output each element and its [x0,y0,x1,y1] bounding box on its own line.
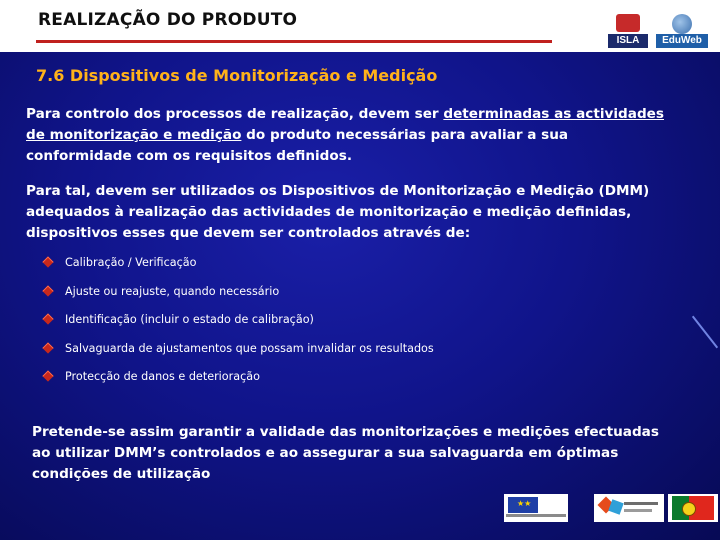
list-item-label: Ajuste ou reajuste, quando necessário [65,284,280,298]
eduweb-logo [656,14,708,48]
intro-text-post: do produto necessárias para avaliar a sua conformidade com os requisitos definidos. [26,127,569,164]
bullet-icon [42,285,53,296]
caption-line [624,502,658,505]
coat-of-arms-icon [682,502,696,516]
stars-icon: ★★ [517,499,532,508]
bullet-icon [42,342,53,353]
bullet-icon [42,313,53,324]
list-item [44,342,544,371]
bullet-icon [42,370,53,381]
list-item-label: Salvaguarda de ajustamentos que possam invalidar os resultados [65,341,434,355]
page-title: REALIZAÇÃO DO PRODUTO [38,10,298,30]
list-item-label: Identificação (incluir o estado de calibração) [65,313,314,326]
intro-text-underlined: determinadas as actividades de monitorização e medição [26,106,664,143]
isla-logo-text: ISLA [608,34,648,48]
list-item-label: Calibração / Verificação [65,256,197,269]
cube-shape-blue [608,499,623,514]
bullet-icon [42,256,53,267]
intro-text-pre: Para controlo dos processos de realização, devem ser [26,106,444,122]
header-divider [36,40,552,43]
list-item [44,313,544,342]
header-bar [0,0,720,52]
eu-flag-logo [504,494,568,522]
portugal-flag-logo [668,494,718,522]
list-item [44,256,544,285]
list-item-label: Protecção de danos e deterioração [65,370,260,383]
isla-logo [608,14,648,48]
dmm-paragraph: Para tal, devem ser utilizados os Dispositivos de Monitorização e Medição (DMM) adequados à realização das actividades de monitorização e medição definidas, dispositivos esses que devem ser controlados através de: [26,183,650,241]
eu-caption-line [506,514,566,517]
bullet-list [44,256,544,399]
list-item [44,370,544,399]
caption-line [624,509,652,512]
list-item [44,285,544,314]
section-title: 7.6 Dispositivos de Monitorização e Medição [36,66,438,85]
eduweb-logo-text: EduWeb [656,34,708,48]
conclusion-paragraph: Pretende-se assim garantir a validade das monitorizações e medições efectuadas ao utilizar DMM’s controlados e ao assegurar a sua salvaguarda em óptimas condições de utilização [32,424,659,482]
decorative-line [692,316,718,349]
isla-logo-mark [616,14,640,32]
globe-icon [672,14,692,34]
partner-cube-logo [594,494,664,522]
intro-paragraph [26,104,676,167]
